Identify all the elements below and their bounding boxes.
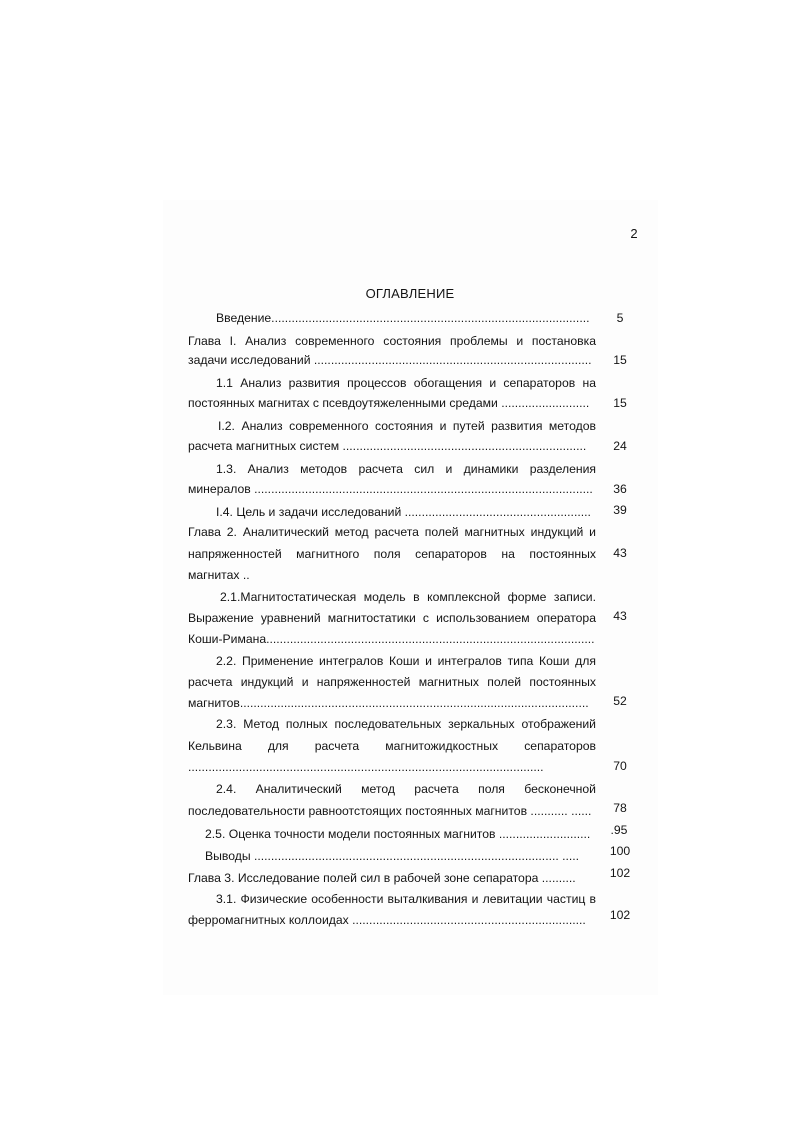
toc-line: расчета индукций и напряженностей магнитных полей постоянных (188, 675, 596, 689)
toc-line: напряженностей магнитного поля сепараторов на постоянных (188, 547, 596, 561)
toc-line: I.2. Анализ современного состояния и путей развития методов (218, 419, 596, 433)
toc-line: 1.1 Анализ развития процессов обогащения и сепараторов на (216, 376, 596, 390)
toc-page-number: 78 (613, 801, 627, 815)
toc-line: 1.3. Анализ методов расчета сил и динамики разделения (216, 462, 596, 476)
toc-line: ......................................................................................................... (188, 760, 544, 774)
toc-line: 2.3. Метод полных последовательных зеркальных отображений (216, 717, 596, 731)
toc-page-number: 70 (613, 759, 627, 773)
toc-line: Выводы .......................................................................................... ..... (205, 849, 580, 863)
toc-page-number: .95 (610, 823, 628, 837)
toc-line: 2.1.Магнитостатическая модель в комплексной форме записи. (220, 590, 596, 604)
toc-title: ОГЛАВЛЕНИЕ (365, 286, 455, 301)
toc-page-number: 100 (609, 844, 631, 858)
toc-page-number: 15 (613, 353, 627, 367)
toc-page-number: 39 (613, 503, 627, 517)
toc-line: расчета магнитных систем ........................................................................ (188, 439, 587, 453)
toc-page-number: 102 (609, 866, 631, 880)
toc-line: 2.4. Аналитический метод расчета поля бесконечной (216, 782, 596, 796)
toc-line: минералов .................................................................................................... (188, 482, 593, 496)
toc-line: I.4. Цель и задачи исследований ....................................................... (216, 505, 591, 519)
toc-page-number: 43 (613, 546, 627, 560)
toc-page-number: 36 (613, 482, 627, 496)
toc-line: 2.2. Применение интегралов Коши и интегралов типа Коши для (216, 654, 596, 668)
toc-line: Выражение уравнений магнитостатики с использованием оператора (188, 611, 596, 625)
toc-page-number: 52 (613, 694, 627, 708)
toc-line: ферромагнитных коллоидах ..................................................................... (188, 913, 586, 927)
toc-line: Глава I. Анализ современного состояния проблемы и постановка (188, 334, 596, 348)
toc-page-number: 5 (616, 311, 624, 325)
toc-page-number: 102 (609, 908, 631, 922)
toc-page-number: 15 (613, 396, 627, 410)
toc-line: задачи исследований .................................................................................. (188, 353, 592, 367)
toc-line: 2.5. Оценка точности модели постоянных магнитов ........................... (205, 827, 591, 841)
toc-line: постоянных магнитах с псевдоутяжеленными средами .......................... (188, 396, 590, 410)
toc-line: магнитах .. (188, 568, 250, 582)
toc-line: Коши-Римана................................................................................................. (188, 632, 595, 646)
toc-line: Введение.............................................................................................. (216, 311, 590, 325)
toc-line: 3.1. Физические особенности выталкивания и левитации частиц в (216, 892, 596, 906)
toc-line: последовательности равноотстоящих постоянных магнитов ........... ...... (188, 804, 592, 818)
toc-line: Глава 3. Исследование полей сил в рабочей зоне сепаратора .......... (188, 871, 576, 885)
toc-line: Кельвина для расчета магнитожидкостных сепараторов (188, 739, 596, 753)
page-number: 2 (630, 226, 638, 241)
toc-line: Глава 2. Аналитический метод расчета полей магнитных индукций и (188, 525, 596, 539)
toc-line: магнитов....................................................................................................... (188, 696, 589, 710)
toc-page-number: 43 (613, 609, 627, 623)
toc-page-number: 24 (613, 439, 627, 453)
